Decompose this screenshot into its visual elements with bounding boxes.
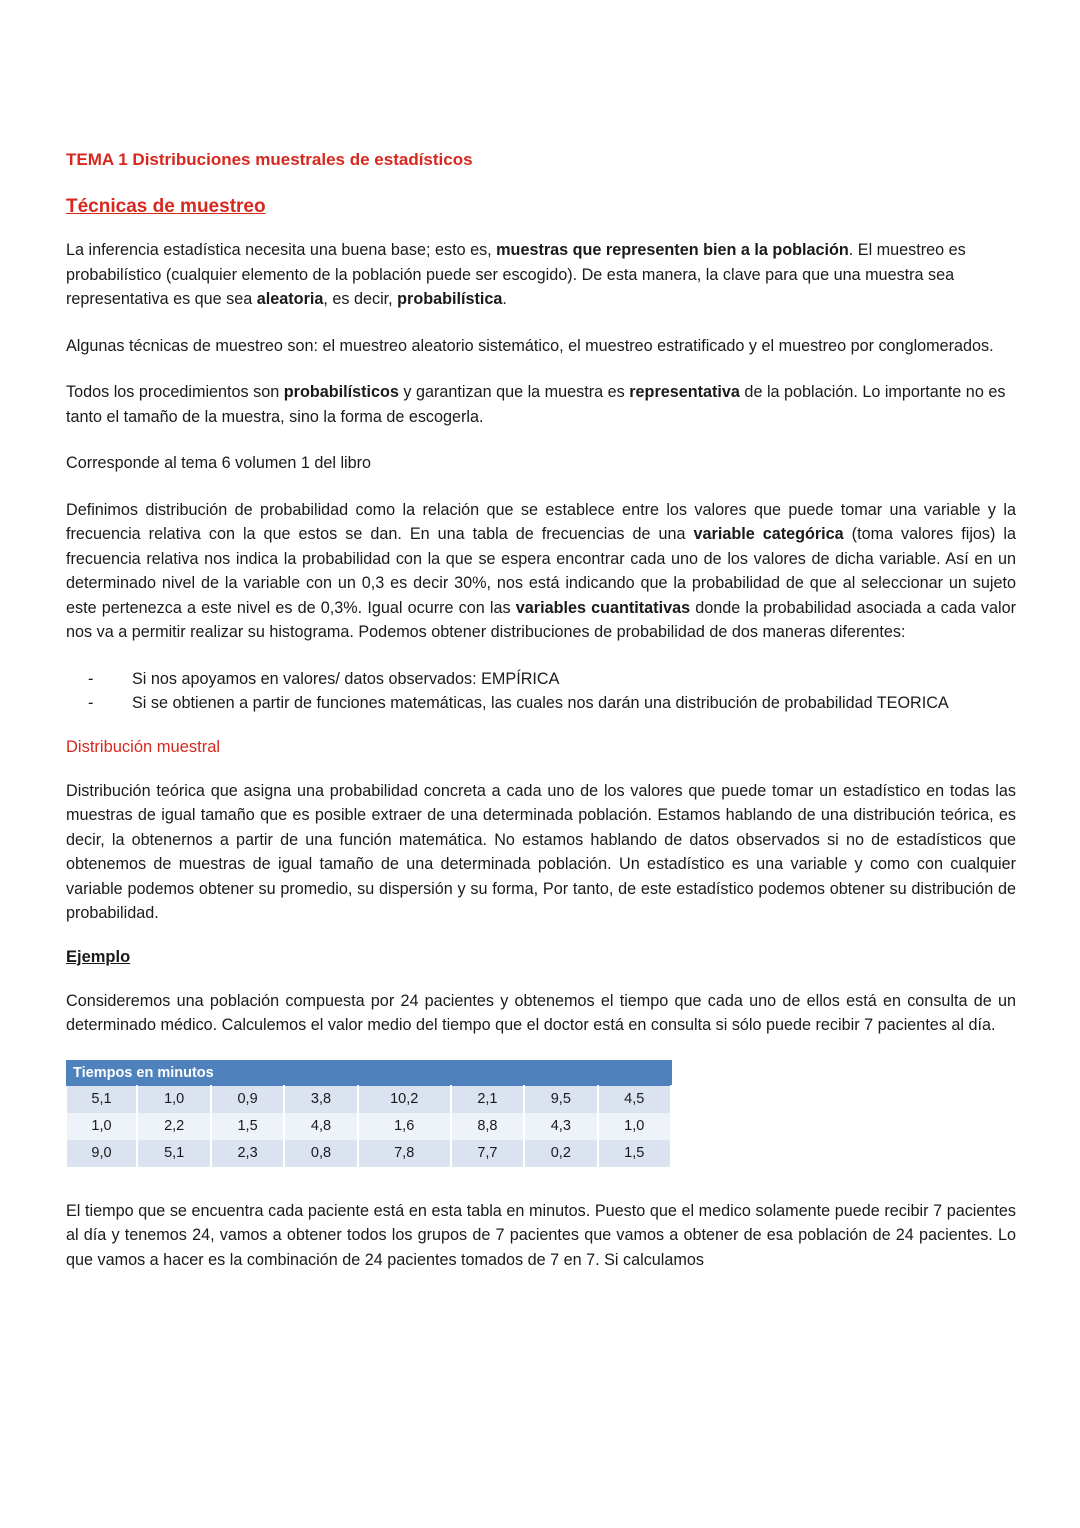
- table-header: Tiempos en minutos: [67, 1060, 672, 1085]
- table-cell: 5,1: [137, 1140, 210, 1167]
- table-cell: 1,0: [67, 1113, 138, 1140]
- paragraph-tecnicas: Algunas técnicas de muestreo son: el muestreo aleatorio sistemático, el muestreo estratificado y el muestreo por conglomerados.: [66, 336, 994, 355]
- table-cell: 1,5: [598, 1140, 671, 1167]
- subheading-distribucion: Distribución muestral: [66, 737, 221, 756]
- table-cell: 10,2: [358, 1085, 451, 1113]
- list-item: - Si se obtienen a partir de funciones matemáticas, las cuales nos darán una distribución de probabilidad TEORICA: [66, 691, 1016, 716]
- table-row: [67, 1113, 672, 1140]
- table-cell: 0,2: [524, 1140, 597, 1167]
- document-title: TEMA 1 Distribuciones muestrales de estadísticos: [66, 150, 473, 169]
- table-cell: 2,2: [137, 1113, 210, 1140]
- table-row: [67, 1140, 672, 1167]
- list-item: - Si nos apoyamos en valores/ datos observados: EMPÍRICA: [66, 667, 1016, 692]
- paragraph-inferencia: La inferencia estadística necesita una buena base; esto es, muestras que representen bien a la población. El muestreo es probabilístico (cualquier elemento de la población puede ser escogido). De esta manera, la clave para que una muestra sea representativa es que sea aleatoria, es decir, probabilística.: [66, 241, 966, 308]
- table-cell: 4,8: [284, 1113, 357, 1140]
- table-cell: 9,5: [524, 1085, 597, 1113]
- table-cell: 1,6: [358, 1113, 451, 1140]
- document-content: [66, 150, 1016, 1294]
- paragraph-ejemplo: Consideremos una población compuesta por 24 pacientes y obtenemos el tiempo que cada uno de ellos está en consulta de un determinado médico. Calculemos el valor medio del tiempo que el doctor está en consulta si sólo puede recibir 7 pacientes al día.: [66, 991, 1016, 1034]
- table-cell: 7,7: [451, 1140, 524, 1167]
- bullet-list: [66, 667, 1016, 716]
- table-cell: 9,0: [67, 1140, 138, 1167]
- paragraph-definicion: Definimos distribución de probabilidad como la relación que se establece entre los valores que puede tomar una variable y la frecuencia relativa con la que estos se dan. En una tabla de frecuencias de una variable categórica (toma valores fijos) la frecuencia relativa nos indica la probabilidad con la que se espera encontrar cada uno de los valores de dicha variable. Así en un determinado nivel de la variable con un 0,3 es decir 30%, nos está indicando que la probabilidad de que al seleccionar un sujeto este pertenezca a este nivel es de 0,3%. Igual ocurre con las variables cuantitativas donde la probabilidad asociada a cada valor nos va a permitir realizar su histograma. Podemos obtener distribuciones de probabilidad de dos maneras diferentes:: [66, 500, 1017, 641]
- paragraph-procedimientos: Todos los procedimientos son probabilísticos y garantizan que la muestra es representativa de la población. Lo importante no es tanto el tamaño de la muestra, sino la forma de escogerla.: [66, 383, 1006, 426]
- paragraph-tiempos: El tiempo que se encuentra cada paciente está en esta tabla en minutos. Puesto que el medico solamente puede recibir 7 pacientes al día y tenemos 24, vamos a obtener todos los grupos de 7 pacientes que vamos a obtener de esa población de 24 pacientes. Lo que vamos a hacer es la combinación de 24 pacientes tomados de 7 en 7. Si calculamos: [66, 1201, 1016, 1269]
- paragraph-corresponde: Corresponde al tema 6 volumen 1 del libro: [66, 454, 372, 472]
- table-cell: 1,0: [137, 1085, 210, 1113]
- paragraph-distribucion: Distribución teórica que asigna una probabilidad concreta a cada uno de los valores que puede tomar un estadístico en todas las muestras de igual tamaño que es posible extraer de una determinada población. Estamos hablando de una distribución teórica, es decir, la obtenernos a partir de una función matemática. No estamos hablando de datos observados si no de estadísticos que obtenemos de muestras de igual tamaño de una determinada población. Un estadístico es una variable y como con cualquier variable podemos obtener su promedio, su dispersión y su forma, Por tanto, de este estadístico podemos obtener su distribución de probabilidad.: [66, 781, 1016, 922]
- list-marker: -: [88, 669, 94, 688]
- table-cell: 3,8: [284, 1085, 357, 1113]
- table-cell: 0,9: [211, 1085, 284, 1113]
- table-cell: 4,3: [524, 1113, 597, 1140]
- table-cell: 4,5: [598, 1085, 671, 1113]
- list-marker: -: [88, 694, 94, 712]
- table-cell: 0,8: [284, 1140, 357, 1167]
- table-cell: 5,1: [67, 1085, 138, 1113]
- subheading-ejemplo: Ejemplo: [66, 947, 131, 966]
- table-cell: 8,8: [451, 1113, 524, 1140]
- times-table: [66, 1060, 672, 1167]
- table-cell: 1,5: [211, 1113, 284, 1140]
- table-cell: 7,8: [358, 1140, 451, 1167]
- section-title: Técnicas de muestreo: [66, 196, 266, 217]
- table-cell: 2,3: [211, 1140, 284, 1167]
- table-cell: 1,0: [598, 1113, 671, 1140]
- table-cell: 2,1: [451, 1085, 524, 1113]
- table-row: [67, 1085, 672, 1113]
